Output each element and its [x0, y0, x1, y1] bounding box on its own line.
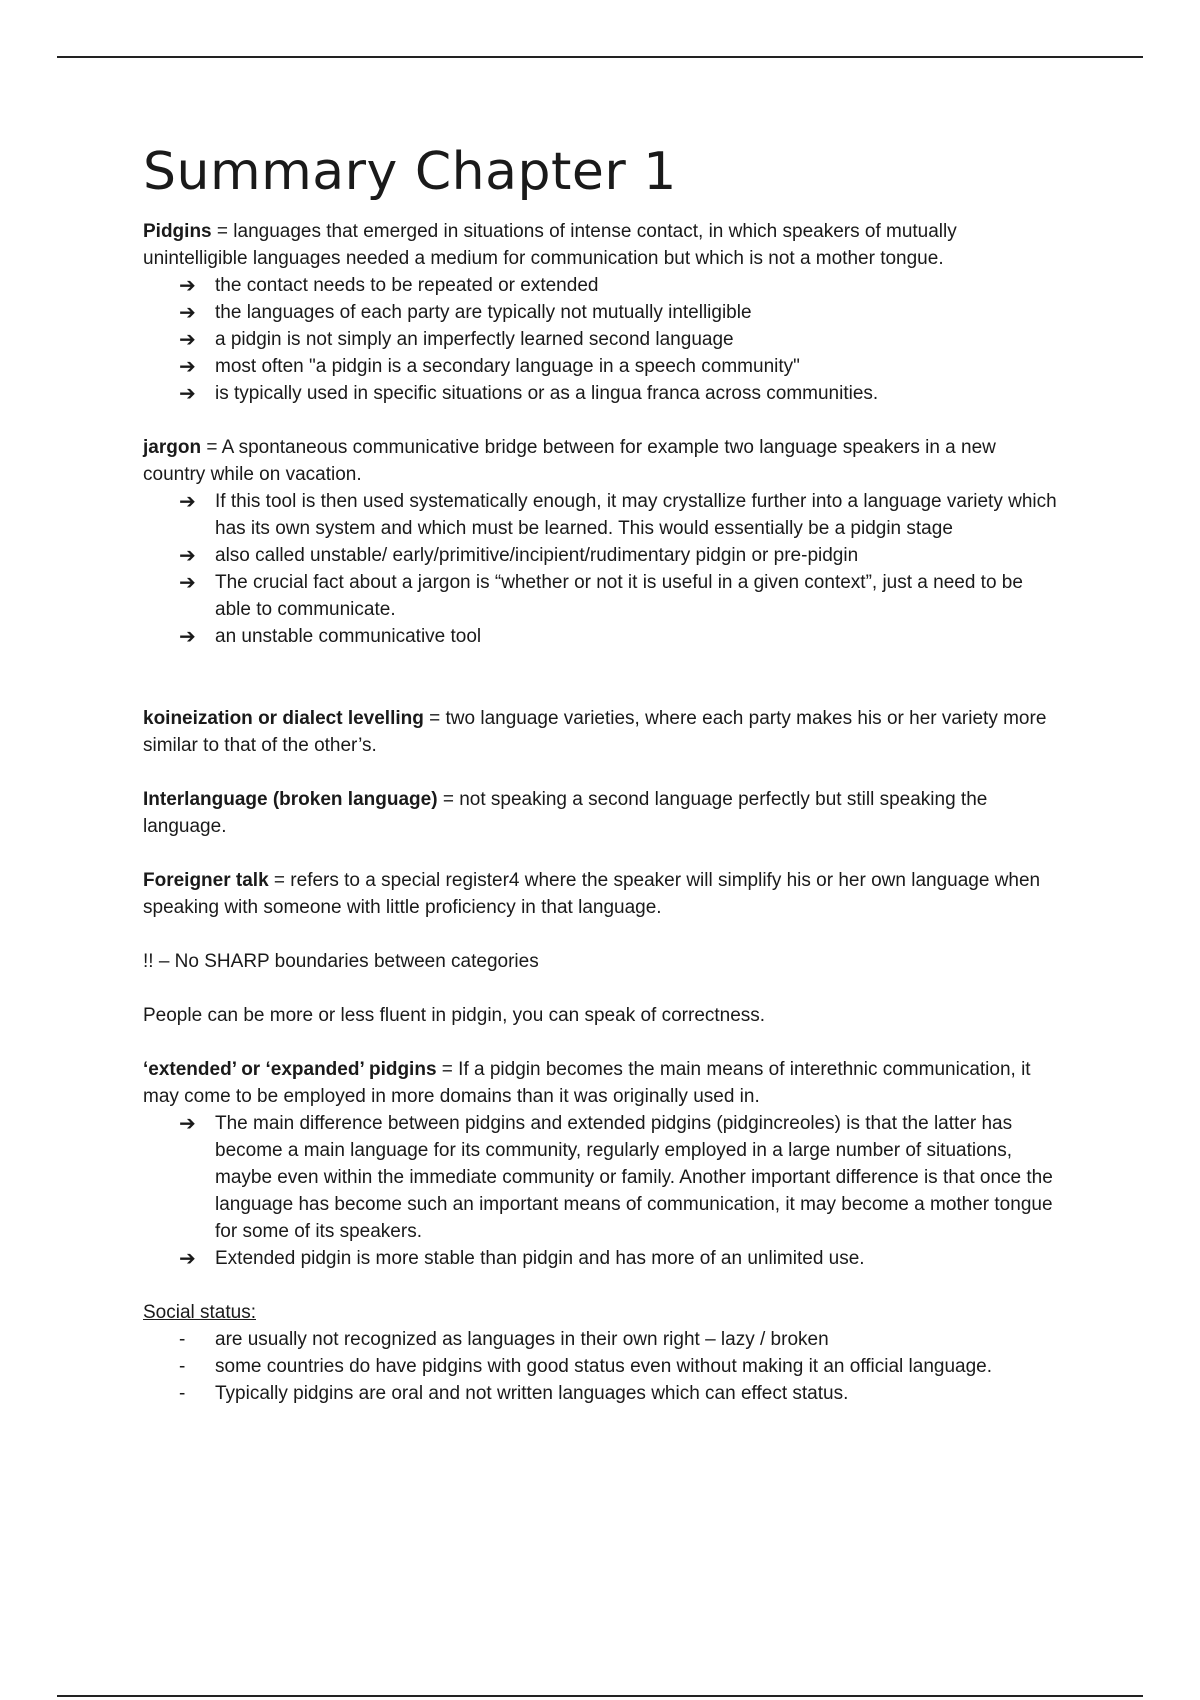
list-item-text: also called unstable/ early/primitive/incipient/rudimentary pidgin or pre-pidgin — [215, 545, 859, 566]
list-item — [179, 1326, 1063, 1353]
list-item — [179, 1110, 1063, 1245]
document-body — [143, 140, 1063, 1407]
list-item-text: Typically pidgins are oral and not written languages which can effect status. — [215, 1383, 849, 1404]
list-item — [179, 1380, 1063, 1407]
fluency-note: People can be more or less fluent in pidgin, you can speak of correctness. — [143, 1005, 766, 1026]
arrow-icon: ➔ — [179, 354, 196, 378]
arrow-icon: ➔ — [179, 273, 196, 297]
list-item — [179, 542, 1063, 569]
extended-pidgins-definition — [143, 1056, 1063, 1110]
dash-icon: - — [179, 1383, 186, 1404]
social-status-list — [143, 1326, 1063, 1407]
list-item-text: the contact needs to be repeated or extended — [215, 275, 599, 296]
list-item — [179, 569, 1063, 623]
jargon-term: jargon — [143, 437, 202, 458]
koineization-definition — [143, 705, 1063, 759]
koineization-text: = two language varieties, where each party makes his or her variety more similar to that of the other’s. — [143, 708, 1047, 756]
top-rule — [57, 56, 1143, 58]
list-item — [179, 326, 1063, 353]
dash-icon: - — [179, 1356, 186, 1377]
list-item — [179, 299, 1063, 326]
arrow-icon: ➔ — [179, 570, 196, 594]
extended-pidgins-text: = If a pidgin becomes the main means of interethnic communication, it may come to be employed in more domains than it was originally used in. — [143, 1059, 1031, 1107]
foreigner-talk-term: Foreigner talk — [143, 870, 269, 891]
arrow-icon: ➔ — [179, 300, 196, 324]
page-title: Summary Chapter 1 — [143, 142, 677, 202]
arrow-icon: ➔ — [179, 489, 196, 513]
list-item-text: the languages of each party are typically not mutually intelligible — [215, 302, 752, 323]
list-item — [179, 272, 1063, 299]
list-item-text: The main difference between pidgins and extended pidgins (pidgincreoles) is that the latter has become a main language for its community, regularly employed in a large number of situations, maybe even within the immediate community or family. Another important difference is that once the language has become such an important means of communication, it may become a mother tongue for some of its speakers. — [215, 1113, 1053, 1242]
arrow-icon: ➔ — [179, 381, 196, 405]
list-item-text: a pidgin is not simply an imperfectly learned second language — [215, 329, 734, 350]
arrow-icon: ➔ — [179, 1111, 196, 1135]
jargon-definition — [143, 434, 1063, 488]
jargon-text: = A spontaneous communicative bridge between for example two language speakers in a new country while on vacation. — [143, 437, 996, 485]
jargon-bullet-list — [143, 488, 1063, 650]
interlanguage-definition — [143, 786, 1063, 840]
interlanguage-term: Interlanguage (broken language) — [143, 789, 438, 810]
interlanguage-text: = not speaking a second language perfectly but still speaking the language. — [143, 789, 988, 837]
list-item-text: If this tool is then used systematically enough, it may crystallize further into a language variety which has its own system and which must be learned. This would essentially be a pidgin stage — [215, 491, 1057, 539]
list-item — [179, 353, 1063, 380]
list-item — [179, 488, 1063, 542]
list-item — [179, 1245, 1063, 1272]
dash-icon: - — [179, 1329, 186, 1350]
bottom-rule — [57, 1695, 1143, 1697]
extended-pidgins-term: ‘extended’ or ‘expanded’ pidgins — [143, 1059, 437, 1080]
list-item-text: an unstable communicative tool — [215, 626, 482, 647]
list-item-text: is typically used in specific situations or as a lingua franca across communities. — [215, 383, 879, 404]
list-item — [179, 1353, 1063, 1380]
list-item-text: are usually not recognized as languages in their own right – lazy / broken — [215, 1329, 829, 1350]
pidgins-definition — [143, 218, 1063, 272]
arrow-icon: ➔ — [179, 624, 196, 648]
arrow-icon: ➔ — [179, 327, 196, 351]
pidgins-text: = languages that emerged in situations of intense contact, in which speakers of mutually unintelligible languages needed a medium for communication but which is not a mother tongue. — [143, 221, 957, 269]
arrow-icon: ➔ — [179, 543, 196, 567]
list-item-text: most often "a pidgin is a secondary language in a speech community" — [215, 356, 800, 377]
koineization-term: koineization or dialect levelling — [143, 708, 424, 729]
list-item — [179, 380, 1063, 407]
social-status-heading: Social status: — [143, 1302, 256, 1323]
foreigner-talk-text: = refers to a special register4 where the speaker will simplify his or her own language when speaking with someone with little proficiency in that language. — [143, 870, 1041, 918]
list-item-text: some countries do have pidgins with good status even without making it an official language. — [215, 1356, 993, 1377]
arrow-icon: ➔ — [179, 1246, 196, 1270]
pidgins-term: Pidgins — [143, 221, 212, 242]
extended-pidgins-bullet-list — [143, 1110, 1063, 1272]
list-item — [179, 623, 1063, 650]
foreigner-talk-definition — [143, 867, 1063, 921]
boundaries-note: !! – No SHARP boundaries between categories — [143, 951, 539, 972]
pidgins-bullet-list — [143, 272, 1063, 407]
list-item-text: Extended pidgin is more stable than pidgin and has more of an unlimited use. — [215, 1248, 865, 1269]
list-item-text: The crucial fact about a jargon is “whether or not it is useful in a given context”, just a need to be able to communicate. — [215, 572, 1023, 620]
